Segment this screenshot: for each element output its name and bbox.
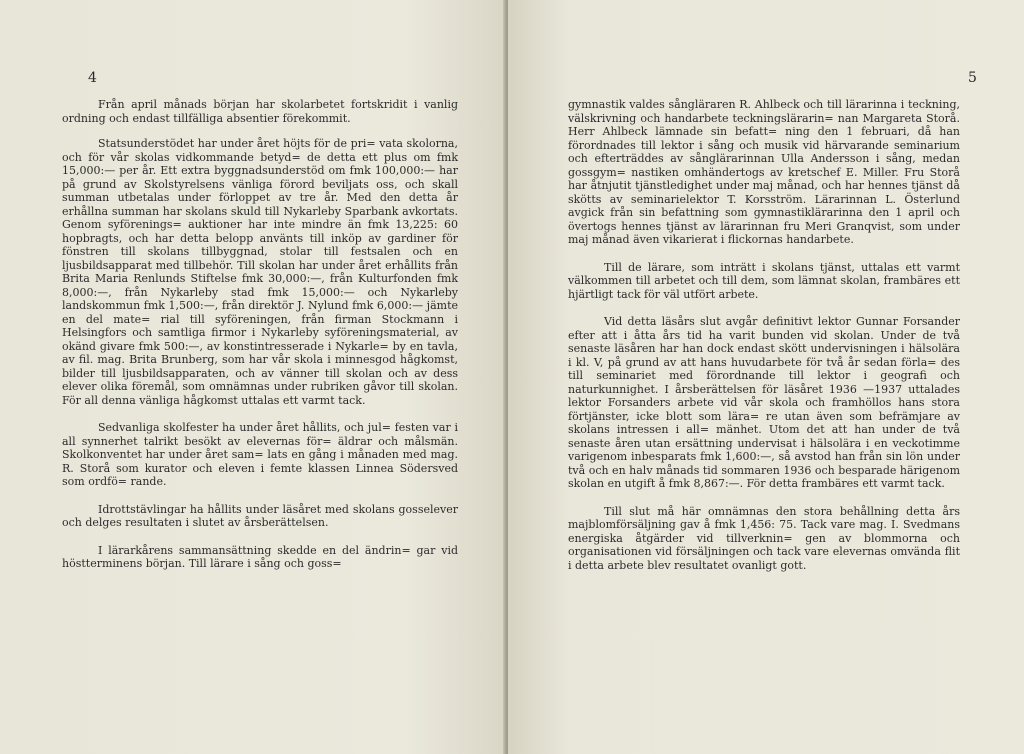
right-page [508,0,1024,754]
page-number: 4 [88,70,97,86]
page-number: 5 [968,70,977,86]
paragraph: Idrottstävlingar ha hållits under läsåret med skolans gosselever och delges resultaten i slutet av årsberättelsen. [62,502,458,529]
left-page [0,0,506,754]
paragraph: Sedvanliga skolfester ha under året hållits, och jul= festen var i all synnerhet talrikt besökt av elevernas för= äldrar och målsmän. Skolkonventet har under året sam= lats en gång i månaden med mag. R. Storå som kurator och eleven i femte klassen Linnea Södersved som ordfö= rande. [62,421,458,488]
paragraph: Till de lärare, som inträtt i skolans tjänst, uttalas ett varmt välkommen till arbetet och till dem, som lämnat skolan, frambäres ett hjärtligt tack för väl utfört arbete. [568,260,960,301]
paragraph: Statsunderstödet har under året höjts för de pri= vata skolorna, och för vår skolas vidkommande betyd= de detta ett plus om fmk 15,000:— per år. Ett extra byggnadsunderstöd om fmk 100,000:— har på grund av Skolstyrelsens vänliga förord beviljats oss, och skall summan utbetalas under förloppet av tre år. Med den detta år erhållna summan har skolans skuld till Nykarleby Sparbank avkortats. Genom syförenings= auktioner har inte mindre än fmk 13,225: 60 hopbragts, och har detta belopp använts till inköp av gardiner för fönstren till skolans tillbyggnad, stolar till festsalen och en ljusbildsapparat med tillbehör. Till skolan har under året erhållits från Brita Maria Renlunds Stiftelse fmk 30,000:—, från Kulturfonden fmk 8,000:—, från Nykarleby stad fmk 15,000:— och Nykarleby landskommun fmk 1,500:—, från direktör J. Nylund fmk 6,000:— jämte en del mate= rial till syföreningen, från firman Stockmann i Helsingfors och samtliga firmor i Nykarleby syföreningsmaterial, av okänd givare fmk 500:—, av konstintresserade i Nykarle= by en tavla, av fil. mag. Brita Brunberg, som har vår skola i minnesgod hågkomst, bilder till ljusbildsapparaten, och av vänner till skolan och av dess elever olika föremål, som omnämnas under rubriken gåvor till skolan. För all denna vänliga hågkomst uttalas ett varmt tack. [62,137,458,407]
page-text [568,98,960,572]
paragraph: Från april månads början har skolarbetet fortskridit i vanlig ordning och endast tillfälliga absentier förekommit. [62,98,458,125]
paragraph: Vid detta läsårs slut avgår definitivt lektor Gunnar Forsander efter att i åtta års tid ha varit bunden vid skolan. Under de två senaste läsåren har han dock endast skött undervisningen i hälsolära i kl. V, på grund av att hans huvudarbete för två år sedan förla= des till seminariet med förordnande till lektor i geografi och naturkunnighet. I årsberättelsen för läsåret 1936 —1937 uttalades lektor Forsanders arbete vid vår skola och framhöllos hans stora förtjänster, icke blott som lära= re utan även som befrämjare av skolans intressen i all= mänhet. Utom det att han under de två senaste åren utan ersättning undervisat i hälsolära i en veckotimme varigenom inbesparats fmk 1,600:—, så avstod han från sin lön under två och en halv månads tid sommaren 1936 och besparade härigenom skolan en utgift å fmk 8,867:—. För detta frambäres ett varmt tack. [568,315,960,490]
paragraph: gymnastik valdes sångläraren R. Ahlbeck och till lärarinna i teckning, välskrivning och handarbete teckningslärarin= nan Margareta Storå. Herr Ahlbeck lämnade sin befatt= ning den 1 februari, då han förordnades till lektor i sång och musik vid härvarande seminarium och efterträddes av sånglärarinnan Ulla Andersson i sång, medan gossgym= nastiken omhändertogs av kretschef E. Miller. Fru Storå har åtnjutit tjänstledighet under maj månad, och har hennes tjänst då skötts av seminarielektor T. Korsström. Lärarinnan L. Österlund avgick från sin befattning som gymnastiklärarinna den 1 april och övertogs hennes tjänst av lärarinnan fru Meri Granqvist, som under maj månad även vikarierat i flickornas handarbete. [568,98,960,246]
page-text [62,98,458,571]
paragraph: Till slut må här omnämnas den stora behållning detta års majblomförsäljning gav å fmk 1,456: 75. Tack vare mag. I. Svedmans energiska åtgärder vid tillverknin= gen av blommorna och organisationen vid försäljningen och tack vare elevernas omvända flit i detta arbete blev resultatet ovanligt gott. [568,504,960,572]
paragraph: I lärarkårens sammansättning skedde en del ändrin= gar vid höstterminens början. Till lärare i sång och goss= [62,543,458,570]
